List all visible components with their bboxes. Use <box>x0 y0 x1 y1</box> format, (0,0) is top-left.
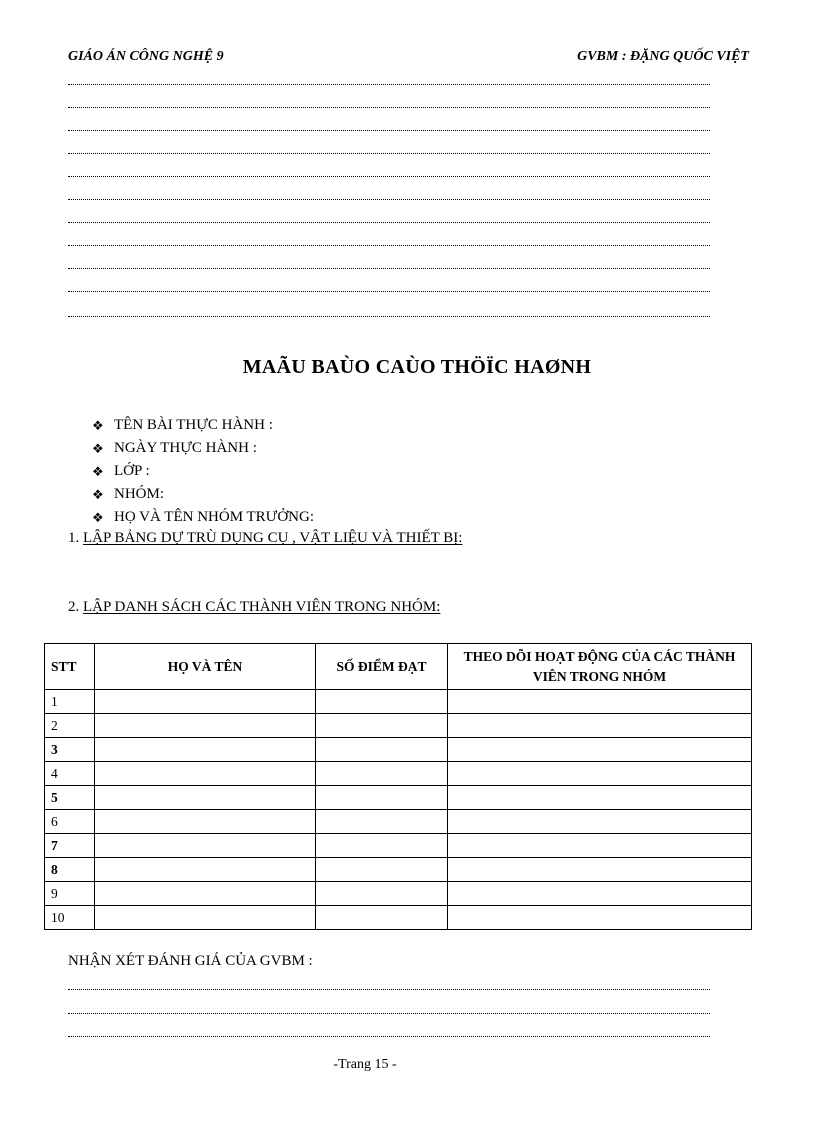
row-number: 8 <box>45 858 95 882</box>
table-header-row <box>45 644 752 690</box>
diamond-bullet-icon: ❖ <box>92 464 104 479</box>
evaluation-label: NHẬN XÉT ĐÁNH GIÁ CỦA GVBM : <box>68 953 313 969</box>
section-1-heading <box>68 530 462 547</box>
activity-cell <box>448 690 752 714</box>
row-number: 2 <box>45 714 95 738</box>
list-item-label: LỚP : <box>114 463 150 479</box>
dotted-line <box>68 153 710 154</box>
page-title: MAÃU BAÙO CAÙO THÖÏC HAØNH <box>242 356 592 378</box>
table-row <box>45 906 752 930</box>
dotted-line <box>68 291 710 292</box>
dotted-line <box>68 316 710 317</box>
score-cell <box>316 714 448 738</box>
diamond-bullet-icon: ❖ <box>92 418 104 433</box>
list-item <box>92 437 314 460</box>
activity-cell <box>448 882 752 906</box>
row-number: 9 <box>45 882 95 906</box>
table-row <box>45 738 752 762</box>
name-cell <box>95 834 316 858</box>
diamond-bullet-icon: ❖ <box>92 487 104 502</box>
section-1-text: LẬP BẢNG DỰ TRÙ DỤNG CỤ , VẬT LIỆU VÀ THIẾT BỊ: <box>83 530 463 546</box>
section-2-text: LẬP DANH SÁCH CÁC THÀNH VIÊN TRONG NHÓM: <box>83 599 441 615</box>
table-row <box>45 810 752 834</box>
name-cell <box>95 906 316 930</box>
dotted-line <box>68 199 710 200</box>
list-item <box>92 483 314 506</box>
dotted-line <box>68 989 710 990</box>
list-item <box>92 460 314 483</box>
info-list <box>92 414 314 529</box>
activity-cell <box>448 810 752 834</box>
dotted-line <box>68 107 710 108</box>
activity-cell <box>448 834 752 858</box>
diamond-bullet-icon: ❖ <box>92 441 104 456</box>
score-cell <box>316 882 448 906</box>
list-item <box>92 414 314 437</box>
header-score: SỐ ĐIỂM ĐẠT <box>316 644 448 690</box>
table-row <box>45 882 752 906</box>
name-cell <box>95 786 316 810</box>
score-cell <box>316 858 448 882</box>
section-2-number: 2. <box>68 599 80 615</box>
list-item-label: NHÓM: <box>114 486 165 502</box>
row-number: 4 <box>45 762 95 786</box>
name-cell <box>95 714 316 738</box>
header-right: GVBM : ĐẶNG QUỐC VIỆT <box>577 49 749 64</box>
activity-cell <box>448 786 752 810</box>
dotted-line <box>68 1036 710 1037</box>
row-number: 10 <box>45 906 95 930</box>
name-cell <box>95 762 316 786</box>
row-number: 6 <box>45 810 95 834</box>
header-stt: STT <box>45 644 95 690</box>
activity-cell <box>448 906 752 930</box>
table-row <box>45 714 752 738</box>
dotted-line <box>68 84 710 85</box>
page-number: -Trang 15 - <box>333 1057 397 1072</box>
list-item-label: NGÀY THỰC HÀNH : <box>114 440 257 456</box>
score-cell <box>316 690 448 714</box>
name-cell <box>95 810 316 834</box>
dotted-line <box>68 130 710 131</box>
header-left: GIÁO ÁN CÔNG NGHỆ 9 <box>68 49 224 64</box>
table-row <box>45 858 752 882</box>
diamond-bullet-icon: ❖ <box>92 510 104 525</box>
activity-cell <box>448 858 752 882</box>
row-number: 7 <box>45 834 95 858</box>
table-row <box>45 762 752 786</box>
activity-cell <box>448 762 752 786</box>
score-cell <box>316 786 448 810</box>
table-row <box>45 834 752 858</box>
header-name: HỌ VÀ TÊN <box>95 644 316 690</box>
dotted-line <box>68 176 710 177</box>
members-table <box>44 643 752 930</box>
activity-cell <box>448 738 752 762</box>
list-item-label: TÊN BÀI THỰC HÀNH : <box>114 417 273 433</box>
section-2-heading <box>68 599 440 616</box>
table-row <box>45 690 752 714</box>
list-item-label: HỌ VÀ TÊN NHÓM TRƯỞNG: <box>114 509 314 525</box>
name-cell <box>95 882 316 906</box>
score-cell <box>316 834 448 858</box>
row-number: 3 <box>45 738 95 762</box>
name-cell <box>95 858 316 882</box>
score-cell <box>316 810 448 834</box>
activity-cell <box>448 714 752 738</box>
dotted-line <box>68 222 710 223</box>
dotted-line <box>68 268 710 269</box>
row-number: 1 <box>45 690 95 714</box>
header-activity: THEO DÕI HOẠT ĐỘNG CỦA CÁC THÀNH VIÊN TRONG NHÓM <box>448 644 752 690</box>
table-row <box>45 786 752 810</box>
dotted-line <box>68 245 710 246</box>
score-cell <box>316 906 448 930</box>
score-cell <box>316 762 448 786</box>
row-number: 5 <box>45 786 95 810</box>
dotted-line <box>68 1013 710 1014</box>
name-cell <box>95 690 316 714</box>
list-item <box>92 506 314 529</box>
score-cell <box>316 738 448 762</box>
section-1-number: 1. <box>68 530 80 546</box>
name-cell <box>95 738 316 762</box>
